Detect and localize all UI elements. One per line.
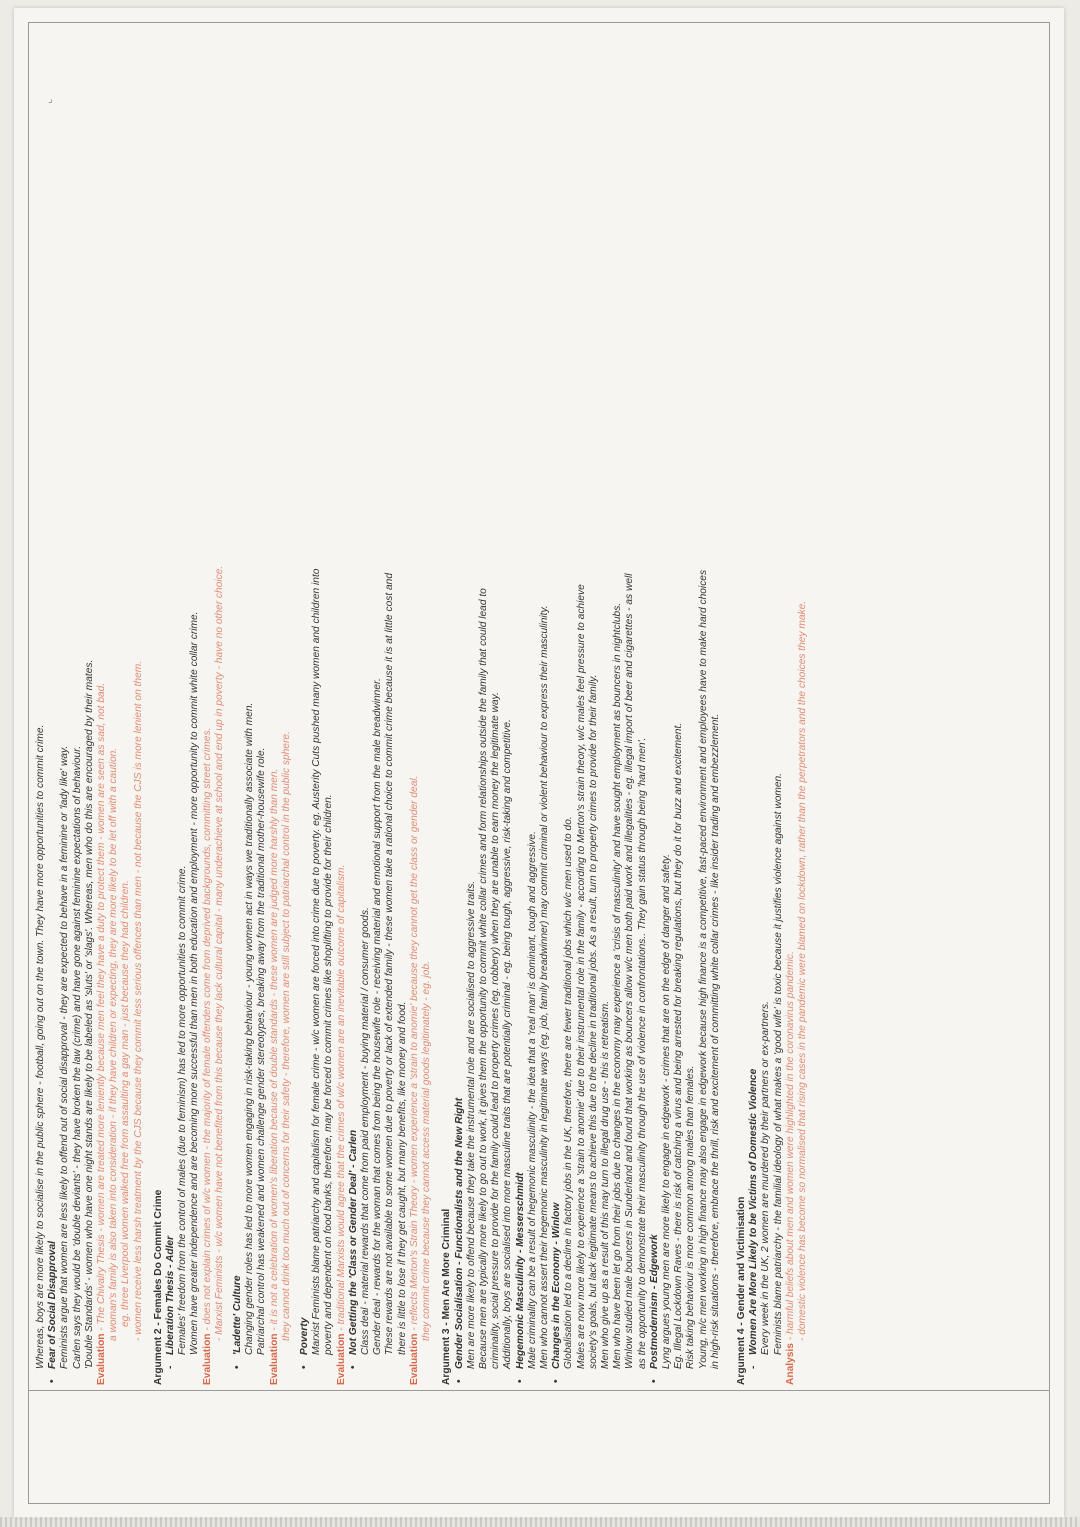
- poverty-heading: • Poverty: [299, 33, 311, 1385]
- evaluation-block: [202, 33, 214, 1385]
- argument-4-title: Argument 4 - Gender and Victimisation: [735, 1196, 747, 1385]
- argument-2-title: Argument 2 - Females Do Commit Crime: [152, 1189, 164, 1385]
- economy-line: Men who give up as a result of this may turn to illegal drug use - this is retreatism.: [599, 1000, 611, 1369]
- evaluation-line: a woman's family is also taken into consideration - if they have children or expecting, they are more likely to be let off with a caution.: [108, 747, 120, 1341]
- evaluation-line: - traditional Marxists would agree that the crimes of w/c women are an inevitable outcome of capitalism.: [335, 864, 347, 1331]
- socialisation-line: Because men are typically more likely to go out to work, it gives them the opportunity to commit white collar crimes and form relationships outside the family that could lead to: [477, 588, 489, 1369]
- liberation-line: Women have greater independence and are becoming more successful than men in both education and employment - more opportunity to commit white collar crime.: [189, 611, 201, 1355]
- evaluation-line: - women receive less harsh treatment by the CJS because they commit less serious offences than men - not because the CJS is more lenient on them.: [132, 660, 144, 1341]
- analysis-line: - harmful beliefs about men and women were highlighted in the coronavirus pandemic.: [784, 951, 796, 1341]
- poverty-line: Marxist Feminists blame patriarchy and capitalism for female crime - w/c women are forced into crime due to poverty. eg. Austerity Cuts pushed many women and children into: [311, 568, 323, 1355]
- paper-sheet: [14, 8, 1064, 1518]
- socialisation-line: Men are more likely to offend because they take the instrumental role and are socialised to aggressive traits.: [465, 880, 477, 1369]
- evaluation-label: Evaluation: [201, 1333, 213, 1385]
- rotated-document: [14, 8, 1064, 1518]
- socialisation-line: Additionally, boys are socialised into more masculine traits that are potentially criminal - eg. being tough, aggressive, risk-taking and competitive.: [502, 719, 514, 1369]
- fear-line: Feminists argue that women are less likely to offend out of social disapproval - they are expected to behave in a feminine or 'lady like' way.: [59, 745, 71, 1369]
- postmodernism-line: Risk taking behaviour is more common among males than females.: [685, 1065, 697, 1369]
- deal-line: Class deal - material rewards that come from paid employment - buying material / consumer goods.: [360, 907, 372, 1355]
- postmodernism-line: Lyng argues young men are more likely to engage in edgework - crimes that are on the edge of danger and safety.: [660, 854, 672, 1369]
- postmodernism-line: in high-risk situations - therefore, embrace the thrill, risk and excitement of committing white collar crimes - like insider trading and embezzlement.: [709, 713, 721, 1369]
- evaluation-block: [409, 33, 421, 1385]
- notes-table: [28, 22, 1050, 1504]
- fear-heading: • Fear of Social Disapproval: [47, 33, 59, 1385]
- liberation-heading: - Liberation Thesis - Adler: [165, 33, 177, 1385]
- ladette-line: Changing gender roles has led to more women engaging in risk-taking behaviour - young women act in ways we traditionally associate with men.: [244, 702, 256, 1355]
- economy-heading: • Changes in the Economy - Winlow: [551, 33, 563, 1385]
- economy-line: as the opportunity to demonstrate their masculinity through the use of violence in confrontations.. They gain status through being 'hard men'.: [636, 737, 648, 1369]
- ladette-line: Patriarchal control has weakened and women challenge gender stereotypes, breaking away from the traditional mother-housewife role.: [256, 747, 268, 1355]
- evaluation-block: [336, 33, 348, 1385]
- intro-lead: Whereas, boys are more likely to socialise in the public sphere - football, going out on the town. They have more opportunities to commit crime.: [35, 724, 46, 1369]
- deal-heading: • Not Getting the 'Class or Gender Deal' - Carlen: [348, 33, 360, 1385]
- poverty-line: poverty and dependent on food banks, therefore, may be forced to commit crimes like shoplifting to provide for their children.: [323, 794, 335, 1355]
- evaluation-label: Evaluation: [408, 1333, 420, 1385]
- table-left-column: [29, 1390, 1049, 1503]
- scan-edge-strip: [0, 1517, 1080, 1527]
- evaluation-label: Evaluation: [268, 1333, 280, 1385]
- economy-line: society's goals, but lack legitimate means to achieve this due to the decline in traditional jobs. As a result, turn to property crimes to provide for their family.: [587, 674, 599, 1369]
- postmodernism-line: Young, m/c men working in high finance may also engage in edgework because high finance is a competitive, fast-paced environment and employees have to make hard choices: [697, 569, 709, 1369]
- evaluation-line: - does not explain crimes of w/c women - the majority of female offenders come from deprived backgrounds, committing street crimes.: [201, 727, 213, 1331]
- evaluation-line: - it is not a celebration of women's liberation because of double standards - these women are judged more harshly than men.: [268, 768, 280, 1331]
- economy-line: Globalisation led to a decline in factory jobs in the UK, therefore, there are fewer traditional jobs which w/c men used to do.: [563, 816, 575, 1369]
- economy-line: Males are now more likely to experience a 'strain to anomie' due to their instrumental role in the family - according to Merton's strain theory, w/c males feel pressure to achieve: [575, 584, 587, 1369]
- evaluation-block: [96, 33, 108, 1385]
- evaluation-line: - Marxist Feminists - w/c women have not benefited from this because they lack cultural capital - many underachieve at school and end up in poverty - have no other choice.: [213, 565, 225, 1341]
- analysis-line: - domestic violence has become so normalised that rising cases in the pandemic were blamed on lockdown, rather than the perpetrators and the choices they make.: [796, 600, 808, 1341]
- analysis-label: Analysis: [784, 1343, 796, 1385]
- analysis-block: [785, 33, 797, 1385]
- evaluation-block: [269, 33, 281, 1385]
- postmodernism-line: Eg. Illegal Lockdown Raves - there is risk of catching a virus and being arrested for breaking regulations, but they do it for buzz and excitement.: [673, 722, 685, 1369]
- evaluation-line: - The Chivalry Thesis - women are treated more leniently because men feel they have a duty to protect them - women are seen as sad, not bad.: [96, 682, 108, 1331]
- victims-line: Every week in the UK, 2 women are murdered by their partners or ex-partners.: [760, 1001, 772, 1355]
- fear-line: 'Double Standards' - women who have one night stands are likely to be labeled as 'sluts' or 'slags'. Whereas, men who do this are encouraged by their mates.: [83, 659, 95, 1369]
- deal-line: there is little to lose if they get caught, but many benefits, like money and food.: [396, 1001, 408, 1355]
- evaluation-label: Evaluation: [96, 1333, 108, 1385]
- hegemonic-line: Men who cannot assert their hegemonic masculinity in legitimate ways (eg. job, family breadwinner) may commit criminal or violent behaviour to express their masculinity.: [538, 605, 550, 1369]
- deal-line: These rewards are not available to some women due to poverty or lack of extended family - these women take a rational choice to commit crime because it is at little cost and: [384, 573, 396, 1355]
- postmodernism-heading: • Postmodernism - Edgework: [649, 33, 661, 1385]
- socialisation-heading: • Gender Socialisation - Functionalists and the New Right: [454, 33, 466, 1385]
- economy-line: Men who have been let go from their jobs due to changes in the economy may experience a 'crisis of masculinity' and have sought employment as bouncers in nightclubs.: [612, 602, 624, 1369]
- fear-line: Carlen says they would be 'double deviants' - they have broken the law (crime) and have gone against feminine expectations of behaviour.: [71, 745, 83, 1369]
- evaluation-label: Evaluation: [335, 1333, 347, 1385]
- notes-content: [35, 33, 809, 1385]
- argument-3-title: Argument 3 - Men Are More Criminal: [441, 1208, 453, 1385]
- evaluation-line: they cannot drink too much out of concerns for their safety - therefore, women are still subject to patriarchal control in the public sphere.: [280, 731, 292, 1341]
- evaluation-line: - reflects Merton's Strain Theory - women experience a 'strain to anomie' because they cannot get the class or gender deal.: [408, 775, 420, 1331]
- evaluation-line: they commit crime because they cannot access material goods legitimately - eg. job.: [421, 961, 433, 1341]
- deal-line: Gender deal - rewards for the woman that comes from being the housewife role - receiving material and emotional support from the male breadwinner.: [372, 678, 384, 1355]
- hegemonic-line: Male criminality can be a result of hegemonic masculinity - the idea that a 'real man' is dominant, tough and aggressive.: [526, 831, 538, 1369]
- socialisation-line: criminality, social pressure to provide for the family could lead to property crimes (eg. robbery) when they are unable to earn money the legitimate way.: [490, 692, 502, 1369]
- evaluation-line: eg. three Liverpool women walked free from assaulting a gay man - just because they had children.: [120, 880, 132, 1327]
- victims-line: Feminists blame patriarchy - the familial ideology of what makes a 'good wife' is toxic because it justifies violence against women.: [772, 772, 784, 1355]
- hegemonic-heading: • Hegemonic Masculinity - Messerschmidt: [515, 33, 527, 1385]
- ladette-heading: • 'Ladette' Culture: [232, 33, 244, 1385]
- economy-line: Winlow studied male bouncers in Sunderland and found that working as bouncers allow w/c men both paid work and illegalities - eg. illegal import of beer and cigarettes - as well: [624, 573, 636, 1369]
- page-marker: ⌟: [48, 94, 53, 105]
- liberation-line: Females' freedom from the control of males (due to feminism) has led to more opportunities to commit crime.: [177, 865, 189, 1355]
- victims-heading: - Women Are More Likely to be Victims of Domestic Violence: [748, 33, 760, 1385]
